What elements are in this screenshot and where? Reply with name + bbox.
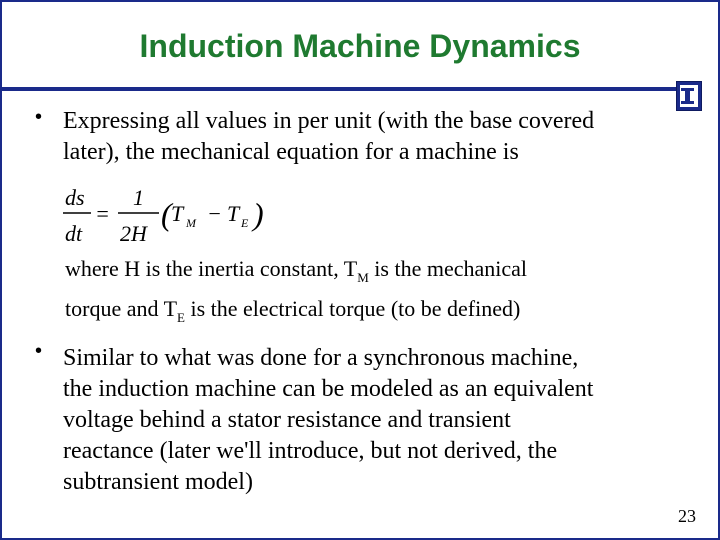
eq-lhs-numerator: ds	[65, 185, 85, 210]
bullet-1-text	[63, 106, 594, 168]
bullet-1-line-2: later), the mechanical equation for a machine is	[63, 139, 519, 165]
mechanical-equation	[63, 183, 323, 253]
eq-term2-subscript: E	[241, 216, 249, 230]
page-number: 23	[678, 506, 696, 526]
bullet-marker-1: •	[35, 106, 43, 128]
eq-lhs-denominator: dt	[65, 221, 83, 246]
where-line-2	[65, 296, 520, 326]
where-line-2-start: torque and T	[65, 296, 178, 321]
eq-equals: =	[95, 201, 110, 226]
where-line-1-end: is the mechanical	[368, 256, 528, 281]
bullet-2-line-1: Similar to what was done for a synchronous machine,	[63, 345, 579, 371]
eq-open-paren: (	[161, 196, 172, 232]
eq-term2: T	[227, 201, 240, 226]
where-line-2-end: is the electrical torque (to be defined)	[184, 296, 521, 321]
where-line-1-start: where H is the inertia constant, T	[65, 256, 358, 281]
bullet-2-line-2: the induction machine can be modeled as an equivalent	[63, 376, 594, 402]
slide-title: Induction Machine Dynamics	[139, 28, 581, 64]
where-line-1	[65, 256, 527, 286]
eq-term1-subscript: M	[186, 216, 196, 230]
eq-close-paren: )	[253, 196, 264, 232]
eq-minus: −	[207, 201, 222, 226]
logo-bottom-bar	[681, 101, 694, 104]
where-line-1-subscript: M	[357, 270, 369, 285]
bullet-2-line-4: reactance (later we'll introduce, but not derived, the	[63, 438, 558, 464]
university-logo-icon	[676, 81, 702, 111]
eq-rhs-numerator: 1	[133, 185, 144, 210]
where-line-2-subscript: E	[177, 310, 185, 325]
eq-rhs-denominator: 2H	[120, 221, 147, 246]
eq-term1: T	[171, 201, 184, 226]
bullet-2-line-5: subtransient model)	[63, 469, 253, 495]
title-rule	[2, 87, 690, 91]
bullet-2-line-3: voltage behind a stator resistance and transient	[63, 407, 511, 433]
bullet-1-line-1: Expressing all values in per unit (with the base covered	[63, 108, 595, 134]
bullet-2-text	[63, 343, 593, 498]
bullet-marker-2: •	[35, 340, 43, 362]
